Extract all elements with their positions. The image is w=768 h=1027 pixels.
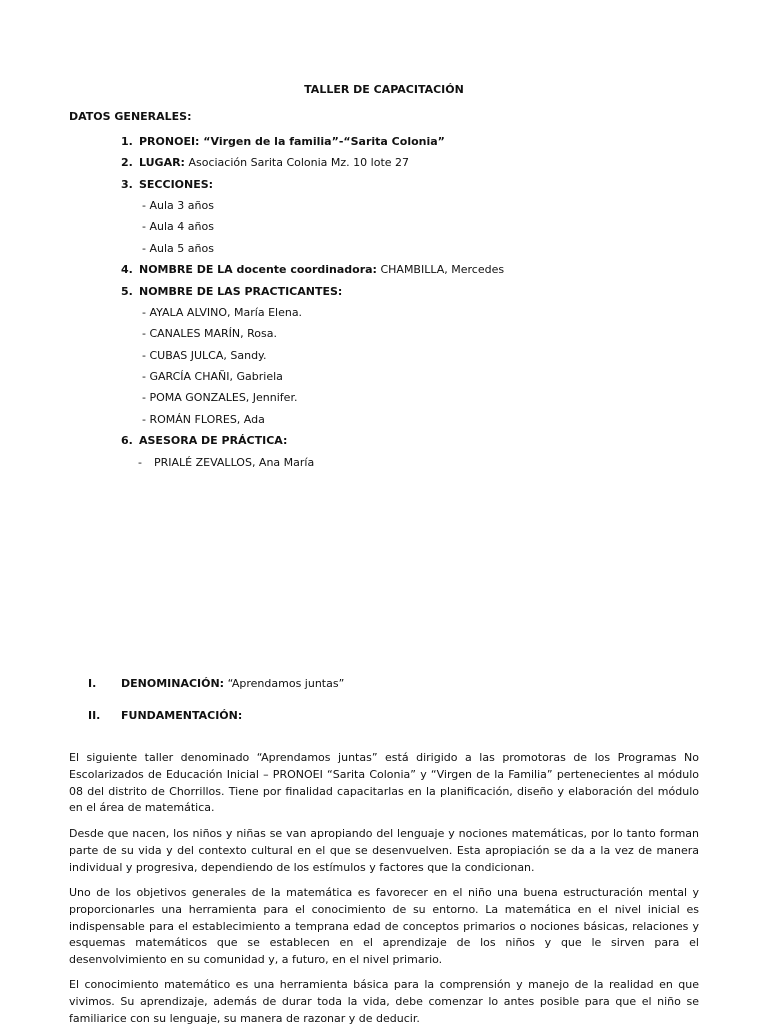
item-label: PRONOEI: “Virgen de la familia”-“Sarita Colonia” (139, 135, 445, 148)
datos-generales-heading: DATOS GENERALES: (69, 110, 192, 123)
item-label: ASESORA DE PRÁCTICA: (139, 434, 288, 447)
section-fundamentacion (88, 708, 242, 724)
seccion-item: - Aula 3 años (142, 199, 214, 212)
item-label: SECCIONES: (139, 178, 214, 191)
item-number: 2. (121, 156, 133, 169)
section-denominacion (88, 676, 344, 692)
practicante-item: - ROMÁN FLORES, Ada (142, 413, 265, 426)
item-number: 5. (121, 285, 133, 298)
practicante-item: - POMA GONZALES, Jennifer. (142, 391, 298, 404)
paragraph: El siguiente taller denominado “Aprendamos juntas” está dirigido a las promotoras de los Programas No Escolarizados de Educación Inicial – PRONOEI “Sarita Colonia” y “Virgen de la Familia” pertenecientes al módulo 08 del distrito de Chorrillos. Tiene por finalidad capacitarlas en la planificación, diseño y elaboración del módulo en el área de matemática. (69, 751, 699, 815)
paragraph: Uno de los objetivos generales de la matemática es favorecer en el niño una buena estructuración mental y proporcionarles una herramienta para el conocimiento de su entorno. La matemática en el nivel inicial es indispensable para el establecimiento a temprana edad de conceptos primarios o nociones básicas, relaciones y esquemas matemáticos que se establecen en el aprendizaje de los niños y que le sirven para el desenvolvimiento en su comunidad y, a futuro, en el nivel primario. (69, 886, 699, 967)
item-label: LUGAR: (139, 156, 185, 169)
item-docente (121, 262, 504, 278)
item-number: 1. (121, 135, 133, 148)
item-pronoei (121, 134, 445, 150)
item-asesora (121, 433, 287, 449)
practicante-item: - AYALA ALVINO, María Elena. (142, 306, 303, 319)
item-secciones (121, 177, 213, 193)
paragraph: Desde que nacen, los niños y niñas se van apropiando del lenguaje y nociones matemáticas, por lo tanto forman parte de su vida y del contexto cultural en el que se desenvuelven. Esta apropiación se da a la vez de manera individual y progresiva, dependiendo de los estímulos y factores que la condicionan. (69, 827, 699, 874)
section-number: I. (88, 677, 97, 690)
practicante-item: - CANALES MARÍN, Rosa. (142, 327, 277, 340)
seccion-item: - Aula 5 años (142, 242, 214, 255)
section-number: II. (88, 709, 101, 722)
item-number: 3. (121, 178, 133, 191)
page-title: TALLER DE CAPACITACIÓN (304, 83, 464, 96)
item-lugar (121, 155, 409, 171)
practicante-item: - CUBAS JULCA, Sandy. (142, 349, 267, 362)
item-label: NOMBRE DE LA docente coordinadora: (139, 263, 377, 276)
item-number: 6. (121, 434, 133, 447)
item-practicantes (121, 284, 342, 300)
section-label: FUNDAMENTACIÓN: (121, 709, 243, 722)
paragraph: El conocimiento matemático es una herramienta básica para la comprensión y manejo de la realidad en que vivimos. Su aprendizaje, además de durar toda la vida, debe comenzar lo antes posible para que el niño se familiarice con su lenguaje, su manera de razonar y de deducir. (69, 978, 699, 1025)
asesora-name: PRIALÉ ZEVALLOS, Ana María (153, 456, 315, 469)
asesora-dash: - (138, 456, 142, 469)
item-value: Asociación Sarita Colonia Mz. 10 lote 27 (184, 156, 410, 169)
asesora-name-line (138, 455, 314, 471)
item-number: 4. (121, 263, 133, 276)
item-label: NOMBRE DE LAS PRACTICANTES: (139, 285, 343, 298)
section-label: DENOMINACIÓN: (121, 677, 225, 690)
section-value: “Aprendamos juntas” (224, 677, 345, 690)
seccion-item: - Aula 4 años (142, 220, 214, 233)
item-value: CHAMBILLA, Mercedes (376, 263, 505, 276)
practicante-item: - GARCÍA CHAÑI, Gabriela (142, 370, 283, 383)
